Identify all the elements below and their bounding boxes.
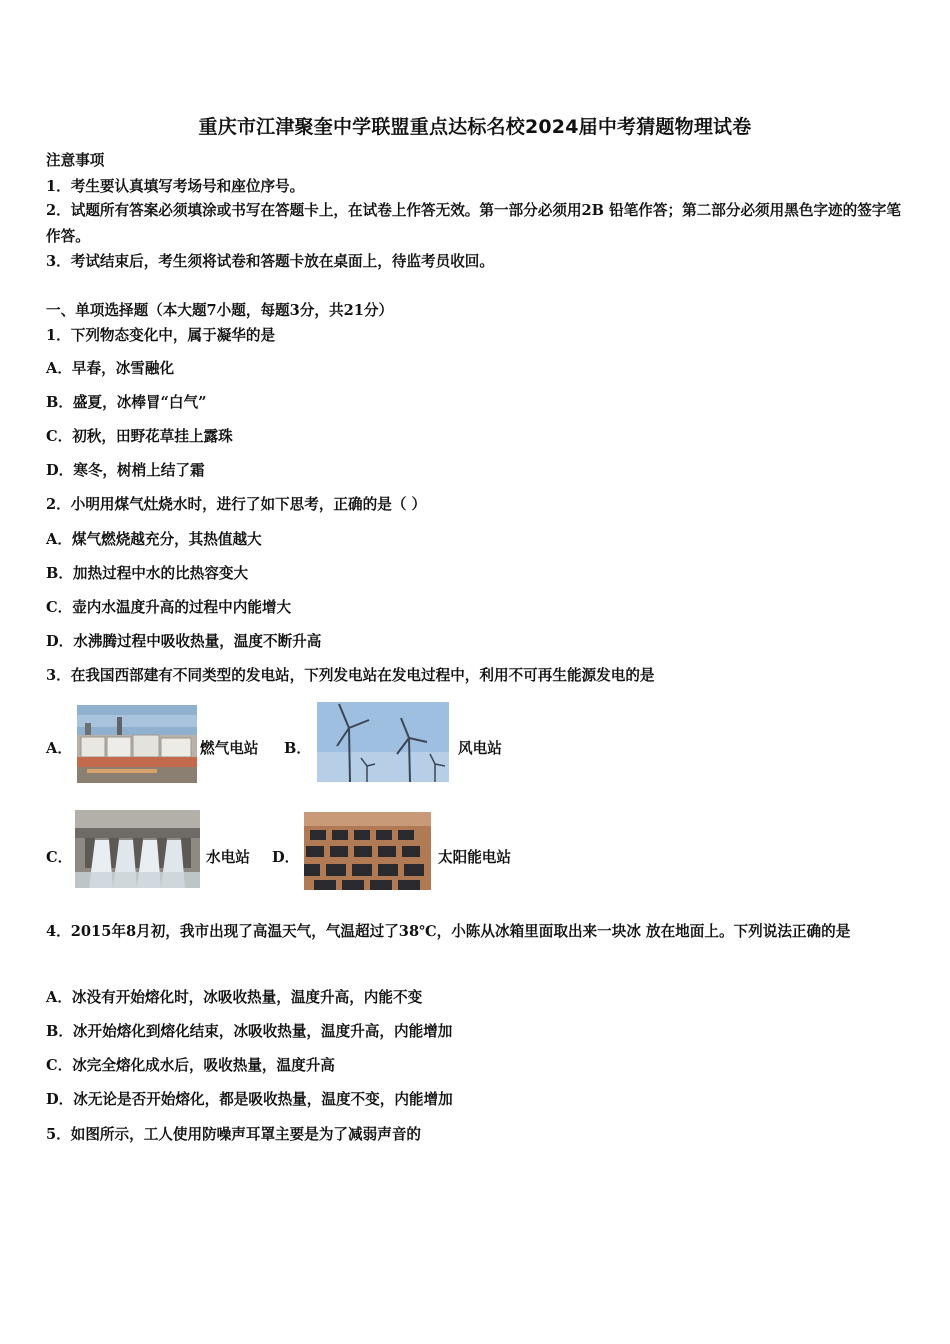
question-3-option-c-caption: 水电站 bbox=[206, 849, 250, 866]
question-3-option-b-caption: 风电站 bbox=[458, 740, 502, 757]
notice-item-2: 2．试题所有答案必须填涂或书写在答题卡上，在试卷上作答无效。第一部分必须用2B 铅笔作答；第二部分必须用黑色字迹的签字笔作答。 bbox=[46, 202, 901, 245]
question-2-option-a: A．煤气燃烧越充分，其热值越大 bbox=[46, 531, 262, 548]
question-1-option-a: A．早春，冰雪融化 bbox=[46, 360, 175, 377]
notice-item-1: 1．考生要认真填写考场号和座位序号。 bbox=[46, 178, 305, 195]
question-4-option-b: B．冰开始熔化到熔化结束，冰吸收热量，温度升高，内能增加 bbox=[46, 1023, 453, 1040]
question-4-stem: 4．2015年8月初，我市出现了高温天气，气温超过了38℃，小陈从冰箱里面取出来一块冰 放在地面上。下列说法正确的是 bbox=[46, 923, 851, 940]
question-5-stem: 5．如图所示，工人使用防噪声耳罩主要是为了减弱声音的 bbox=[46, 1126, 422, 1143]
question-3-option-a-caption: 燃气电站 bbox=[200, 740, 259, 757]
question-3-option-d-caption: 太阳能电站 bbox=[438, 849, 511, 866]
notice-heading: 注意事项 bbox=[46, 152, 105, 169]
question-3-option-c-letter: C． bbox=[46, 849, 73, 866]
question-3-option-b-letter: B． bbox=[284, 740, 311, 757]
question-3-option-d-letter: D． bbox=[272, 849, 300, 866]
question-3-option-a-letter: A． bbox=[46, 740, 72, 757]
question-2-stem: 2．小明用煤气灶烧水时，进行了如下思考，正确的是（ ） bbox=[46, 496, 427, 513]
question-3-stem: 3．在我国西部建有不同类型的发电站，下列发电站在发电过程中，利用不可再生能源发电的是 bbox=[46, 667, 655, 684]
question-1-stem: 1．下列物态变化中，属于凝华的是 bbox=[46, 327, 276, 344]
solar-power-station-image bbox=[304, 812, 431, 890]
question-2-option-d: D．水沸腾过程中吸收热量，温度不断升高 bbox=[46, 633, 322, 650]
question-1-option-d: D．寒冬，树梢上结了霜 bbox=[46, 462, 205, 479]
hydro-power-station-image bbox=[75, 810, 200, 888]
question-4-option-a: A．冰没有开始熔化时，冰吸收热量，温度升高，内能不变 bbox=[46, 989, 423, 1006]
question-4-option-c: C．冰完全熔化成水后，吸收热量，温度升高 bbox=[46, 1057, 335, 1074]
question-4-option-d: D．冰无论是否开始熔化，都是吸收热量，温度不变，内能增加 bbox=[46, 1091, 453, 1108]
gas-power-station-image bbox=[77, 705, 197, 783]
question-1-option-c: C．初秋，田野花草挂上露珠 bbox=[46, 428, 233, 445]
exam-title: 重庆市江津聚奎中学联盟重点达标名校2024届中考猜题物理试卷 bbox=[198, 116, 752, 138]
wind-power-station-image bbox=[317, 702, 449, 782]
question-1-option-b: B．盛夏，冰棒冒“白气” bbox=[46, 394, 207, 411]
notice-item-3: 3．考试结束后，考生须将试卷和答题卡放在桌面上，待监考员收回。 bbox=[46, 253, 494, 270]
question-2-option-b: B．加热过程中水的比热容变大 bbox=[46, 565, 249, 582]
section-heading: 一、单项选择题（本大题7小题，每题3分，共21分） bbox=[46, 302, 394, 319]
question-2-option-c: C．壶内水温度升高的过程中内能增大 bbox=[46, 599, 292, 616]
